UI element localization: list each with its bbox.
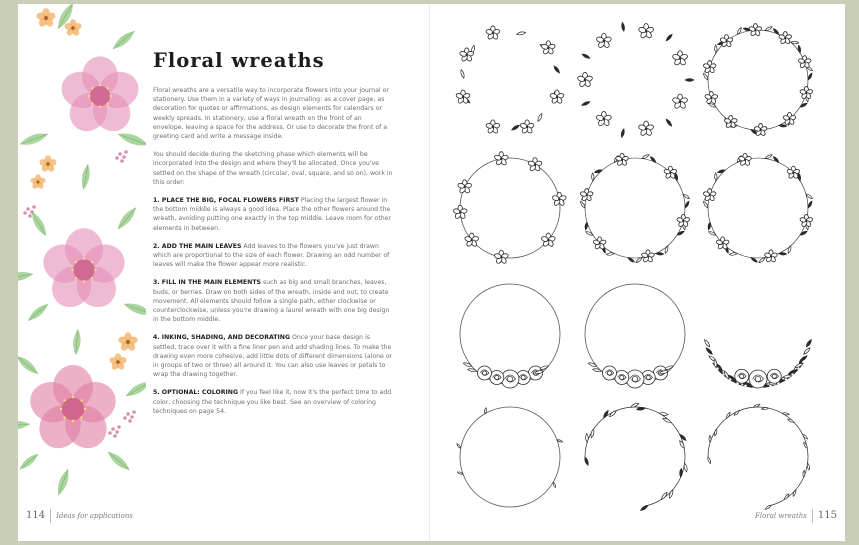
leaf — [26, 301, 51, 323]
step-4 — [153, 333, 393, 379]
leaf — [115, 205, 139, 231]
leaf — [29, 210, 50, 238]
watercolor-flower — [25, 365, 121, 456]
wreath-illustration — [707, 403, 810, 510]
step-2 — [153, 242, 393, 270]
leaf — [80, 163, 92, 190]
step-text: Placing the largest flower in the bottom middle is always a good idea. Place the other flowers around the wreath, avoiding putting one exactly in the top middle. Leave room for other elements in between. — [153, 197, 392, 232]
step-heading: 1. PLACE THE BIG, FOCAL FLOWERS FIRST — [153, 197, 299, 205]
wreath-illustration — [703, 153, 814, 263]
watercolor-flower — [57, 56, 143, 138]
leaf — [110, 28, 136, 52]
wreath-illustration — [577, 22, 694, 138]
leaf — [18, 451, 40, 472]
intro-paragraph-2: You should decide during the sketching phase which elements will be incorporated into the design and where they'll be allocated. Once you've settled on the shape of the wreath (circular, oval, square, and so on), work in this order: — [153, 151, 393, 186]
step-heading: 2. ADD THE MAIN LEAVES — [153, 242, 242, 250]
step-text: Add leaves to the flowers you've just drawn which are proportional to the size of each flower. Drawing an odd number of leaves will make the flower appear more realistic. — [153, 242, 390, 269]
leaf — [105, 449, 131, 473]
leaf — [55, 468, 72, 497]
leaf — [124, 379, 146, 400]
page-number: 114 — [26, 510, 46, 521]
wreath-illustration — [456, 26, 565, 134]
small-flower — [117, 332, 138, 352]
small-flower — [39, 155, 58, 173]
wreath-illustration — [703, 339, 812, 389]
leaf — [18, 420, 30, 431]
wreath-gallery — [430, 4, 845, 541]
wreath-illustration — [585, 284, 685, 388]
berries — [115, 150, 128, 163]
page-number: 115 — [817, 510, 837, 521]
folio-divider — [812, 509, 813, 523]
leaf — [72, 329, 82, 356]
leaf — [18, 270, 34, 283]
berries — [108, 425, 121, 438]
leaf — [18, 353, 41, 377]
step-1 — [153, 196, 393, 233]
wreath-illustration — [584, 402, 688, 511]
small-flower — [30, 174, 46, 190]
wreath-illustration — [580, 153, 691, 263]
step-text: Once your base design is settled, trace over it with a fine liner pen and add shading lines. To make the drawing even more cohesive, add little dots of different dimensions (alone or in groups of two or three) all around it. You can also use leaves or petals to wrap the drawing together. — [153, 334, 393, 379]
left-folio — [26, 509, 133, 523]
step-heading: 3. FILL IN THE MAIN ELEMENTS — [153, 279, 262, 287]
leaf — [116, 130, 146, 149]
small-flower — [109, 353, 128, 371]
right-folio — [755, 509, 837, 523]
article-text — [153, 49, 393, 425]
page-title: Floral wreaths — [153, 49, 325, 72]
intro-paragraph: Floral wreaths are a versatile way to incorporate flowers into your journal or stationery. Use them in a variety of ways in journaling: as a cover page, as decoration for quotes or affirmations, as design elements for calendars or weekly spreads. In stationery, use a floral wreath on the front of an envelope, leaving a space for the address. Or use to decorate the front of a greeting card and write a message inside. — [153, 87, 389, 141]
step-5 — [153, 388, 393, 416]
step-heading: 5. OPTIONAL: COLORING — [153, 389, 239, 397]
running-head: Floral wreaths — [755, 512, 807, 520]
leaf — [123, 300, 146, 318]
step-text: such as big and small branches, leaves, buds, or berries. Draw on both sides of the wreath, inside and out, to create movement. All elements should follow a single path, either clockwise or counterclockwise, unless you're drawing a laurel wreath with one big design in the bottom middle. — [153, 279, 390, 324]
folio-divider — [50, 509, 51, 523]
berries — [123, 410, 136, 423]
watercolor-floral-border — [18, 4, 146, 541]
small-flower — [35, 8, 56, 28]
left-page — [18, 4, 430, 541]
right-page — [430, 4, 845, 541]
wreath-illustration — [703, 24, 814, 137]
wreath-illustration — [453, 152, 567, 265]
leaf — [18, 130, 49, 148]
step-heading: 4. INKING, SHADING, AND DECORATING — [153, 334, 291, 342]
step-text: If you feel like it, now it's the perfect time to add color, choosing the technique you like best. See an overview of coloring techniques on page 54. — [153, 389, 392, 415]
watercolor-flower — [38, 228, 129, 315]
wreath-illustration — [456, 407, 563, 507]
step-3 — [153, 278, 393, 324]
running-head: Ideas for applications — [56, 512, 133, 520]
wreath-illustration — [460, 284, 560, 388]
